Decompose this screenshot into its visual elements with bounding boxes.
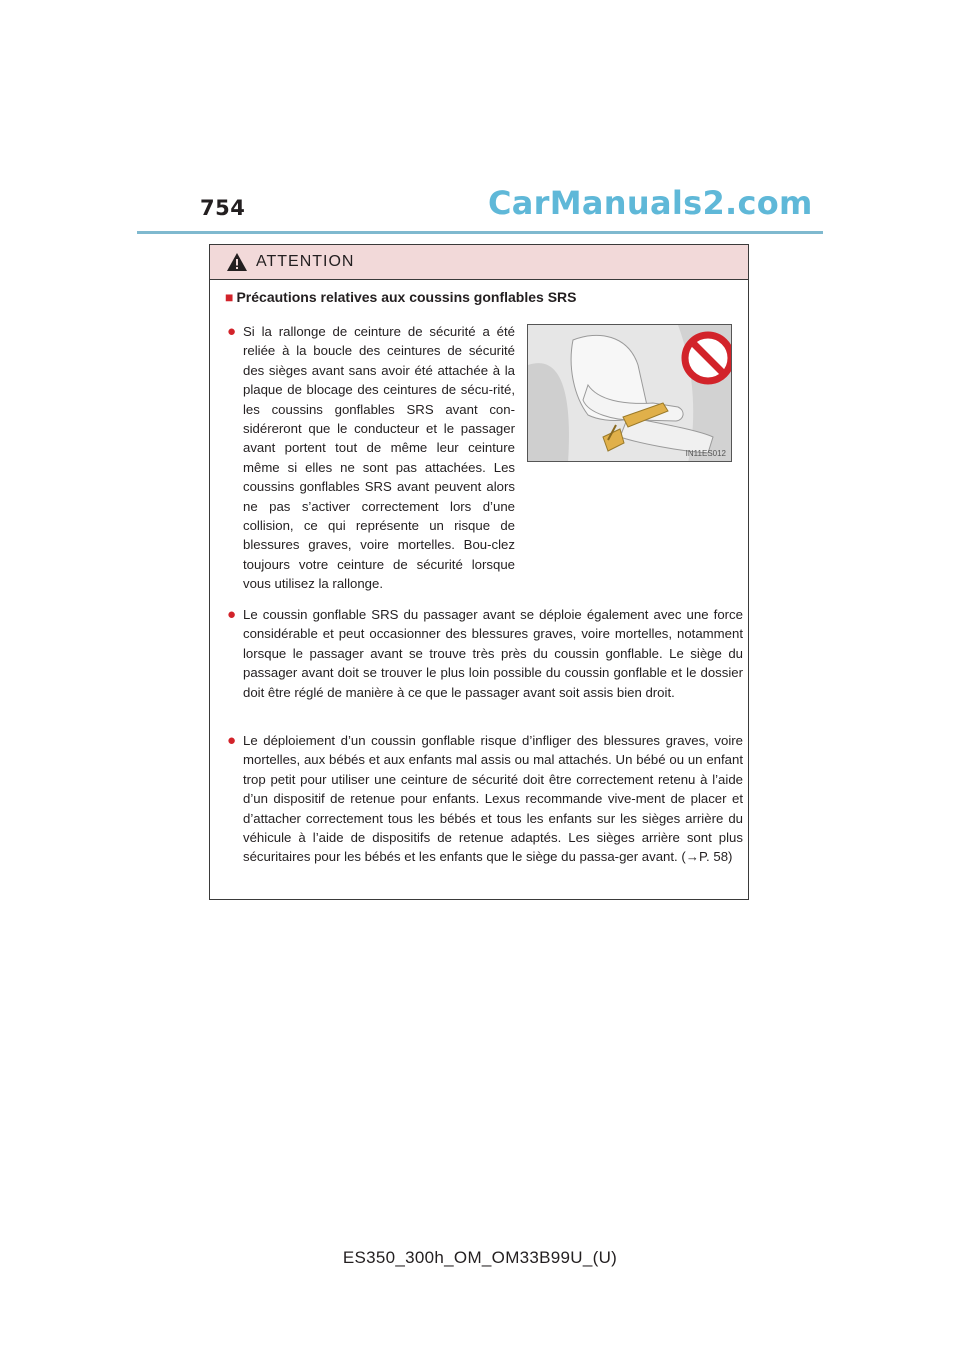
warning-triangle-icon (226, 252, 248, 272)
list-item-text: Si la rallonge de ceinture de sécurité a été reliée à la boucle des ceintures de sécurité des sièges avant sans avoir été attachée à la plaque de blocage des ceintures de sécu-rité, les coussins gonflables SRS avant con-sidéreront que le conducteur et le passager avant portent tout de même leur ceinture même si elles ne sont pas attachées. Les coussins gonflables SRS avant peuvent alors ne pas s’activer correctement lors d’une collision, ce qui représente un risque de blessures graves, voire mortelles. Bou-clez toujours votre ceinture de sécurité lorsque vous utilisez la rallonge. (243, 324, 515, 592)
section-heading (225, 289, 576, 305)
bullet-dot-icon: ● (227, 323, 237, 340)
watermark-link[interactable]: CarManuals2.com (488, 184, 813, 222)
header-rule (137, 231, 823, 234)
manual-code: ES350_300h_OM_OM33B99U_(U) (342, 1248, 618, 1267)
seatbelt-extender-illustration (527, 324, 732, 462)
caution-header (210, 245, 748, 280)
caution-box (209, 244, 749, 900)
list-item (227, 731, 743, 867)
caution-title: ATTENTION (256, 253, 355, 270)
section-heading-text: Précautions relatives aux coussins gonflables SRS (236, 289, 577, 305)
bullet-dot-icon: ● (227, 732, 237, 749)
illustration-code: IN11ES012 (685, 449, 726, 458)
list-item-text: Le coussin gonflable SRS du passager avant se déploie également avec une force considérable et peut occasionner des blessures graves, voire mortelles, notamment lorsque le passager avant se trouve très près du coussin gonflable. Le siège du passager avant doit se trouver le plus loin possible du coussin gonflable et le dossier doit être réglé de manière à ce que le passager avant soit assis bien droit. (243, 607, 743, 700)
list-item-text: Le déploiement d’un coussin gonflable risque d’infliger des blessures graves, voire mortelles, aux bébés et aux enfants mal assis ou mal attachés. Un bébé ou un enfant trop petit pour utiliser une ceinture de sécurité doit être correctement retenu à l’aide d’un dispositif de retenue pour enfants. Lexus recommande vive-ment de placer et d’attacher correctement tous les bébés et tous les enfants sur les sièges arrière du véhicule à l’aide de dispositifs de retenue adaptés. Les sièges arrière sont plus sécuritaires pour les bébés et les enfants que le siège du passa-ger avant. (→P. 58) (243, 733, 743, 865)
list-item (227, 605, 743, 702)
square-bullet-icon: ■ (225, 289, 234, 305)
bullet-dot-icon: ● (227, 606, 237, 623)
seated-passenger-drawing (528, 325, 732, 462)
list-item (227, 322, 515, 594)
page-number: 754 (200, 196, 246, 220)
